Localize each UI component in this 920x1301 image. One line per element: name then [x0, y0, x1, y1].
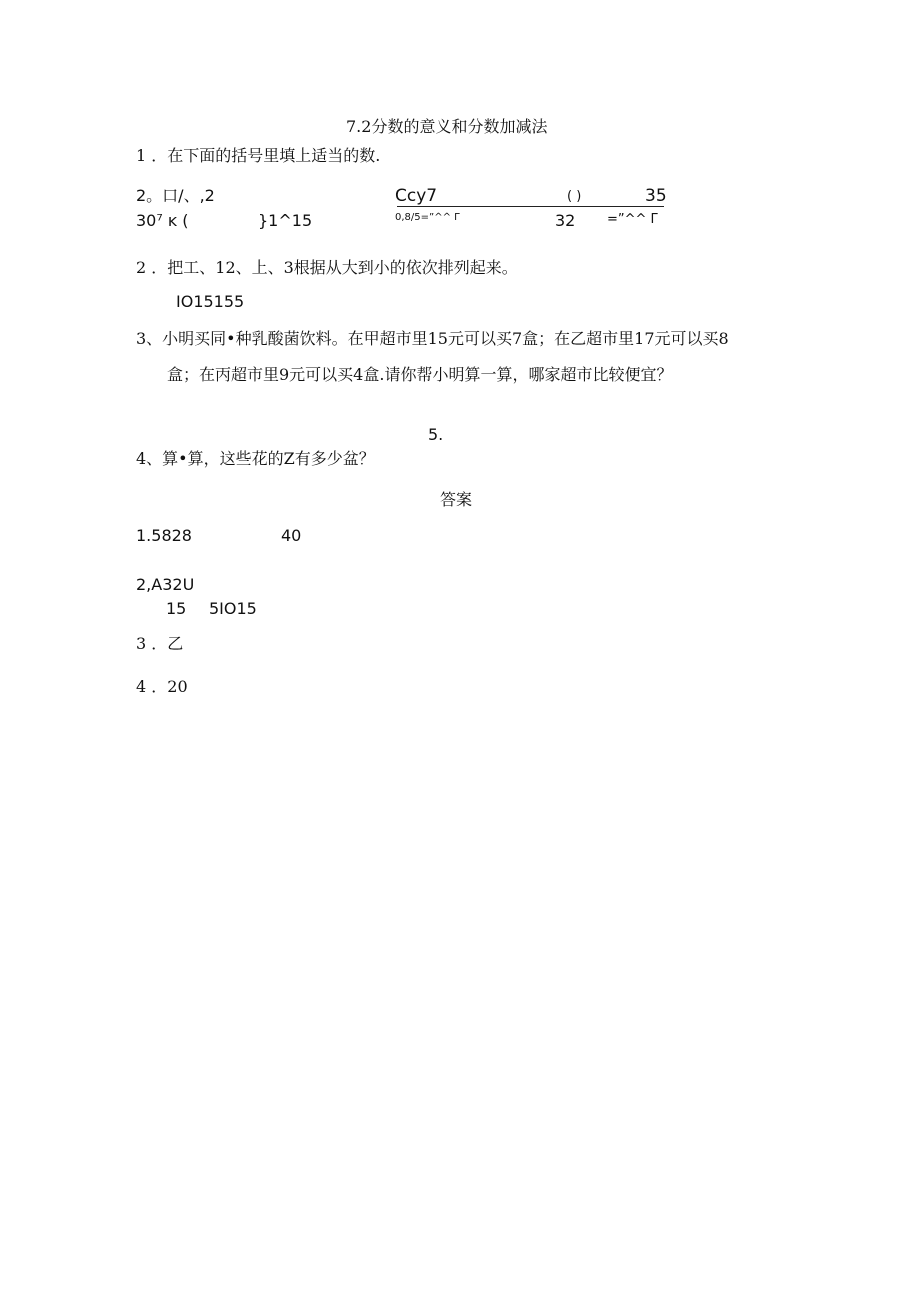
question-1-line-b-mid: }1^15 [258, 211, 313, 230]
question-1-blank-paren: ( ) [567, 189, 582, 204]
question-2-heading: 2 ．把工、12、上、3根据从大到小的依次排列起来。 [136, 258, 518, 277]
answer-3: 3 ．乙 [136, 634, 184, 653]
question-1-line-a-right-1: Ccy7 [395, 186, 438, 206]
question-1-line-b-right-3: =”^^ Γ [607, 212, 658, 227]
question-3-line-1: 3、小明买同•种乳酸菌饮料。在甲超市里15元可以买7盒；在乙超市里17元可以买8 [136, 329, 729, 348]
answer-1-right: 40 [281, 526, 302, 545]
question-1-line-b-right-2: 32 [555, 211, 576, 230]
question-1-line-b-right-1: 0,8/5=”^^ Γ [395, 212, 460, 223]
answer-4: 4 ．20 [136, 677, 188, 696]
question-1-line-a-right-2: 35 [645, 186, 667, 206]
question-1-heading: 1 ．在下面的括号里填上适当的数. [136, 146, 381, 165]
question-4-number: 5. [428, 425, 444, 444]
question-4-line: 4、算•算，这些花的Z有多少盆？ [136, 449, 375, 468]
page-title: 7.2分数的意义和分数加减法 [346, 117, 548, 136]
answer-2-line-2-left: 15 [166, 599, 187, 618]
question-1-line-b-left: 30⁷ ĸ ( [136, 211, 189, 230]
answers-heading: 答案 [440, 490, 473, 509]
answer-2-line-2-right: 5IO15 [209, 599, 257, 618]
question-2-answer-line: IO15155 [176, 292, 245, 311]
question-3-line-2: 盒；在丙超市里9元可以买4盒.请你帮小明算一算，哪家超市比较便宜？ [167, 365, 673, 384]
answer-1-left: 1.5828 [136, 526, 192, 545]
question-1-line-a-left: 2。口/、,2 [136, 186, 215, 205]
fraction-bar [397, 206, 664, 207]
answer-2-line-1: 2,A32U [136, 575, 195, 594]
